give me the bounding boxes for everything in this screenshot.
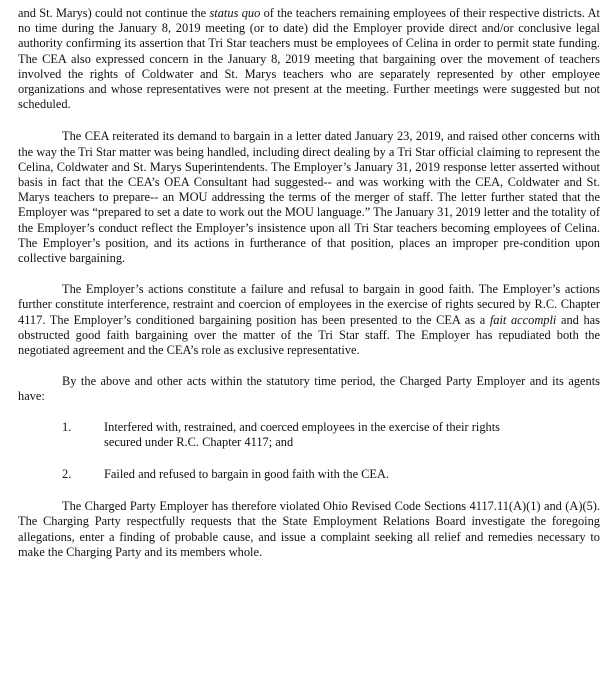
italic-term: status quo xyxy=(209,6,261,20)
paragraph-text: and has obstructed good faith bargaining over the matter of the Tri Star staff. The Employer has repudiated both the negotiated agreement and the CEA’s role as exclusive representative. xyxy=(18,312,600,358)
paragraph-text: of the teachers remaining employees of their respective districts. At no time during the January 8, 2019 meeting (or to date) did the Employer provide direct and/or conclusive legal authority confirming its assertion that Tri Star teachers must be employees of Celina in order to permit state funding. The CEA also expressed concern in the January 8, 2019 meeting that bargaining over the movement of teachers involved the rights of Coldwater and St. Marys teachers who are separately represented by other employee organizations and whose representatives were not present at the meeting. Further meetings were suggested but not scheduled. xyxy=(18,6,600,112)
list-item xyxy=(18,467,600,482)
list-item-number: 2. xyxy=(62,467,72,482)
paragraph-text: and St. Marys) could not continue the xyxy=(18,6,210,20)
list-item xyxy=(18,420,600,450)
allegations-list xyxy=(18,420,600,483)
paragraph-charged-party-acts: By the above and other acts within the statutory time period, the Charged Party Employer and its agents have: xyxy=(18,374,600,404)
paragraph-status-quo xyxy=(18,6,600,112)
italic-term: fait accompli xyxy=(489,312,557,327)
list-item-number: 1. xyxy=(62,419,72,434)
document-page xyxy=(18,6,600,560)
paragraph-cea-reiterated: The CEA reiterated its demand to bargain in a letter dated January 23, 2019, and raised other concerns with the way the Tri Star matter was being handled, including direct dealing by a Tri Star official claiming to represent the Celina, Coldwater and St. Marys Superintendents. The Employer’s January 31, 2019 response letter asserted without basis in fact that the CEA’s OEA Consultant had suggested-- and was working with the CEA, Coldwater and St. Marys teachers to prepare-- an MOU addressing the terms of the merger of staff. The letter further stated that the Employer was “prepared to set a date to work out the MOU language.” The January 31, 2019 letter and the totality of the Employer’s conduct reflect the Employer’s insistence upon all Tri Star teachers becoming employees of Celina. The Employer’s position, and its actions in furtherance of that position, places an improper pre-condition upon collective bargaining. xyxy=(18,129,600,266)
list-item-text: Failed and refused to bargain in good faith with the CEA. xyxy=(104,467,390,482)
paragraph-conclusion: The Charged Party Employer has therefore violated Ohio Revised Code Sections 4117.11(A)(1) and (A)(5). The Charging Party respectfully requests that the State Employment Relations Board investigate the foregoing allegations, enter a finding of probable cause, and issue a complaint seeking all relief and remedies necessary to make the Charging Party and its members whole. xyxy=(18,499,600,559)
paragraph-employer-actions xyxy=(18,282,600,358)
paragraph-text: The Employer’s actions constitute a failure and refusal to bargain in good faith. The Employer’s actions further constitute interference, restraint and coercion of employees in the exercise of rights secured by R.C. Chapter 4117. The Employer’s conditioned bargaining position has been presented to the CEA as a xyxy=(18,282,600,327)
list-item-text: Interfered with, restrained, and coerced employees in the exercise of their rights secured under R.C. Chapter 4117; and xyxy=(104,419,500,449)
